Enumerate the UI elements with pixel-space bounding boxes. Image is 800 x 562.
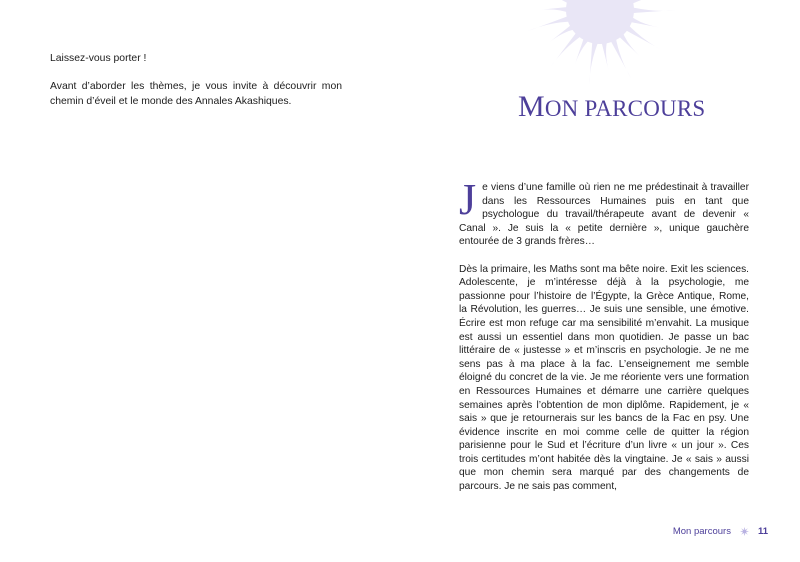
page-footer xyxy=(673,526,768,537)
running-title: Mon parcours xyxy=(672,526,731,537)
chapter-title xyxy=(518,90,705,124)
body-paragraph-1 xyxy=(459,175,749,249)
sun-bullet-icon xyxy=(740,527,749,536)
page-number: 11 xyxy=(757,526,768,537)
chapter-title-rest: ON PARCOURS xyxy=(544,96,706,121)
body-paragraph-1-text: e viens d’une famille où rien ne me prédestinait à travailler dans les Ressources Humaines puis en tant que psychologue du travail/thérapeute avant de devenir « Canal ». Je suis la « petite dernière », unique gauchère entourée de 3 grands frères… xyxy=(459,182,749,248)
chapter-body xyxy=(459,175,749,494)
drop-cap: J xyxy=(459,175,477,224)
sun-decoration-icon xyxy=(520,0,680,90)
left-intro xyxy=(50,51,342,109)
intro-line: Laissez-vous porter ! xyxy=(50,53,147,64)
right-page xyxy=(400,0,800,562)
intro-paragraph: Avant d’aborder les thèmes, je vous invite à découvrir mon chemin d’éveil et le monde des Annales Akashiques. xyxy=(50,81,342,107)
chapter-title-initial: M xyxy=(518,90,545,123)
body-paragraph-2: Dès la primaire, les Maths sont ma bête noire. Exit les sciences. Adolescente, je m’intéresse déjà à la psychologie, me passionne pour l’histoire de l’Égypte, la Grèce Antique, Rome, la Révolution, les guerres… Je suis une sensible, une émotive. Écrire est mon refuge car ma sensibilité m’envahit. La musique est aussi un essentiel dans mon quotidien. Je passe un bac littéraire de « justesse » et m’inscris en psychologie. Je ne me sens pas à ma place à la fac. L’enseignement me semble éloigné du concret de la vie. Je me réoriente vers une formation en Ressources Humaines et démarre une carrière quelques semaines après l’obtention de mon diplôme. Rapidement, je « sais » que je retournerais sur les bancs de la Fac en psy. Une évidence inscrite en moi comme celle de quitter la région parisienne pour le Sud et l’écriture d’un livre « un jour ». Ces trois certitudes m’ont habitée dès la vingtaine. Je « sais » aussi que mon chemin sera marqué par des changements de parcours. Je ne sais pas comment, xyxy=(459,263,749,493)
